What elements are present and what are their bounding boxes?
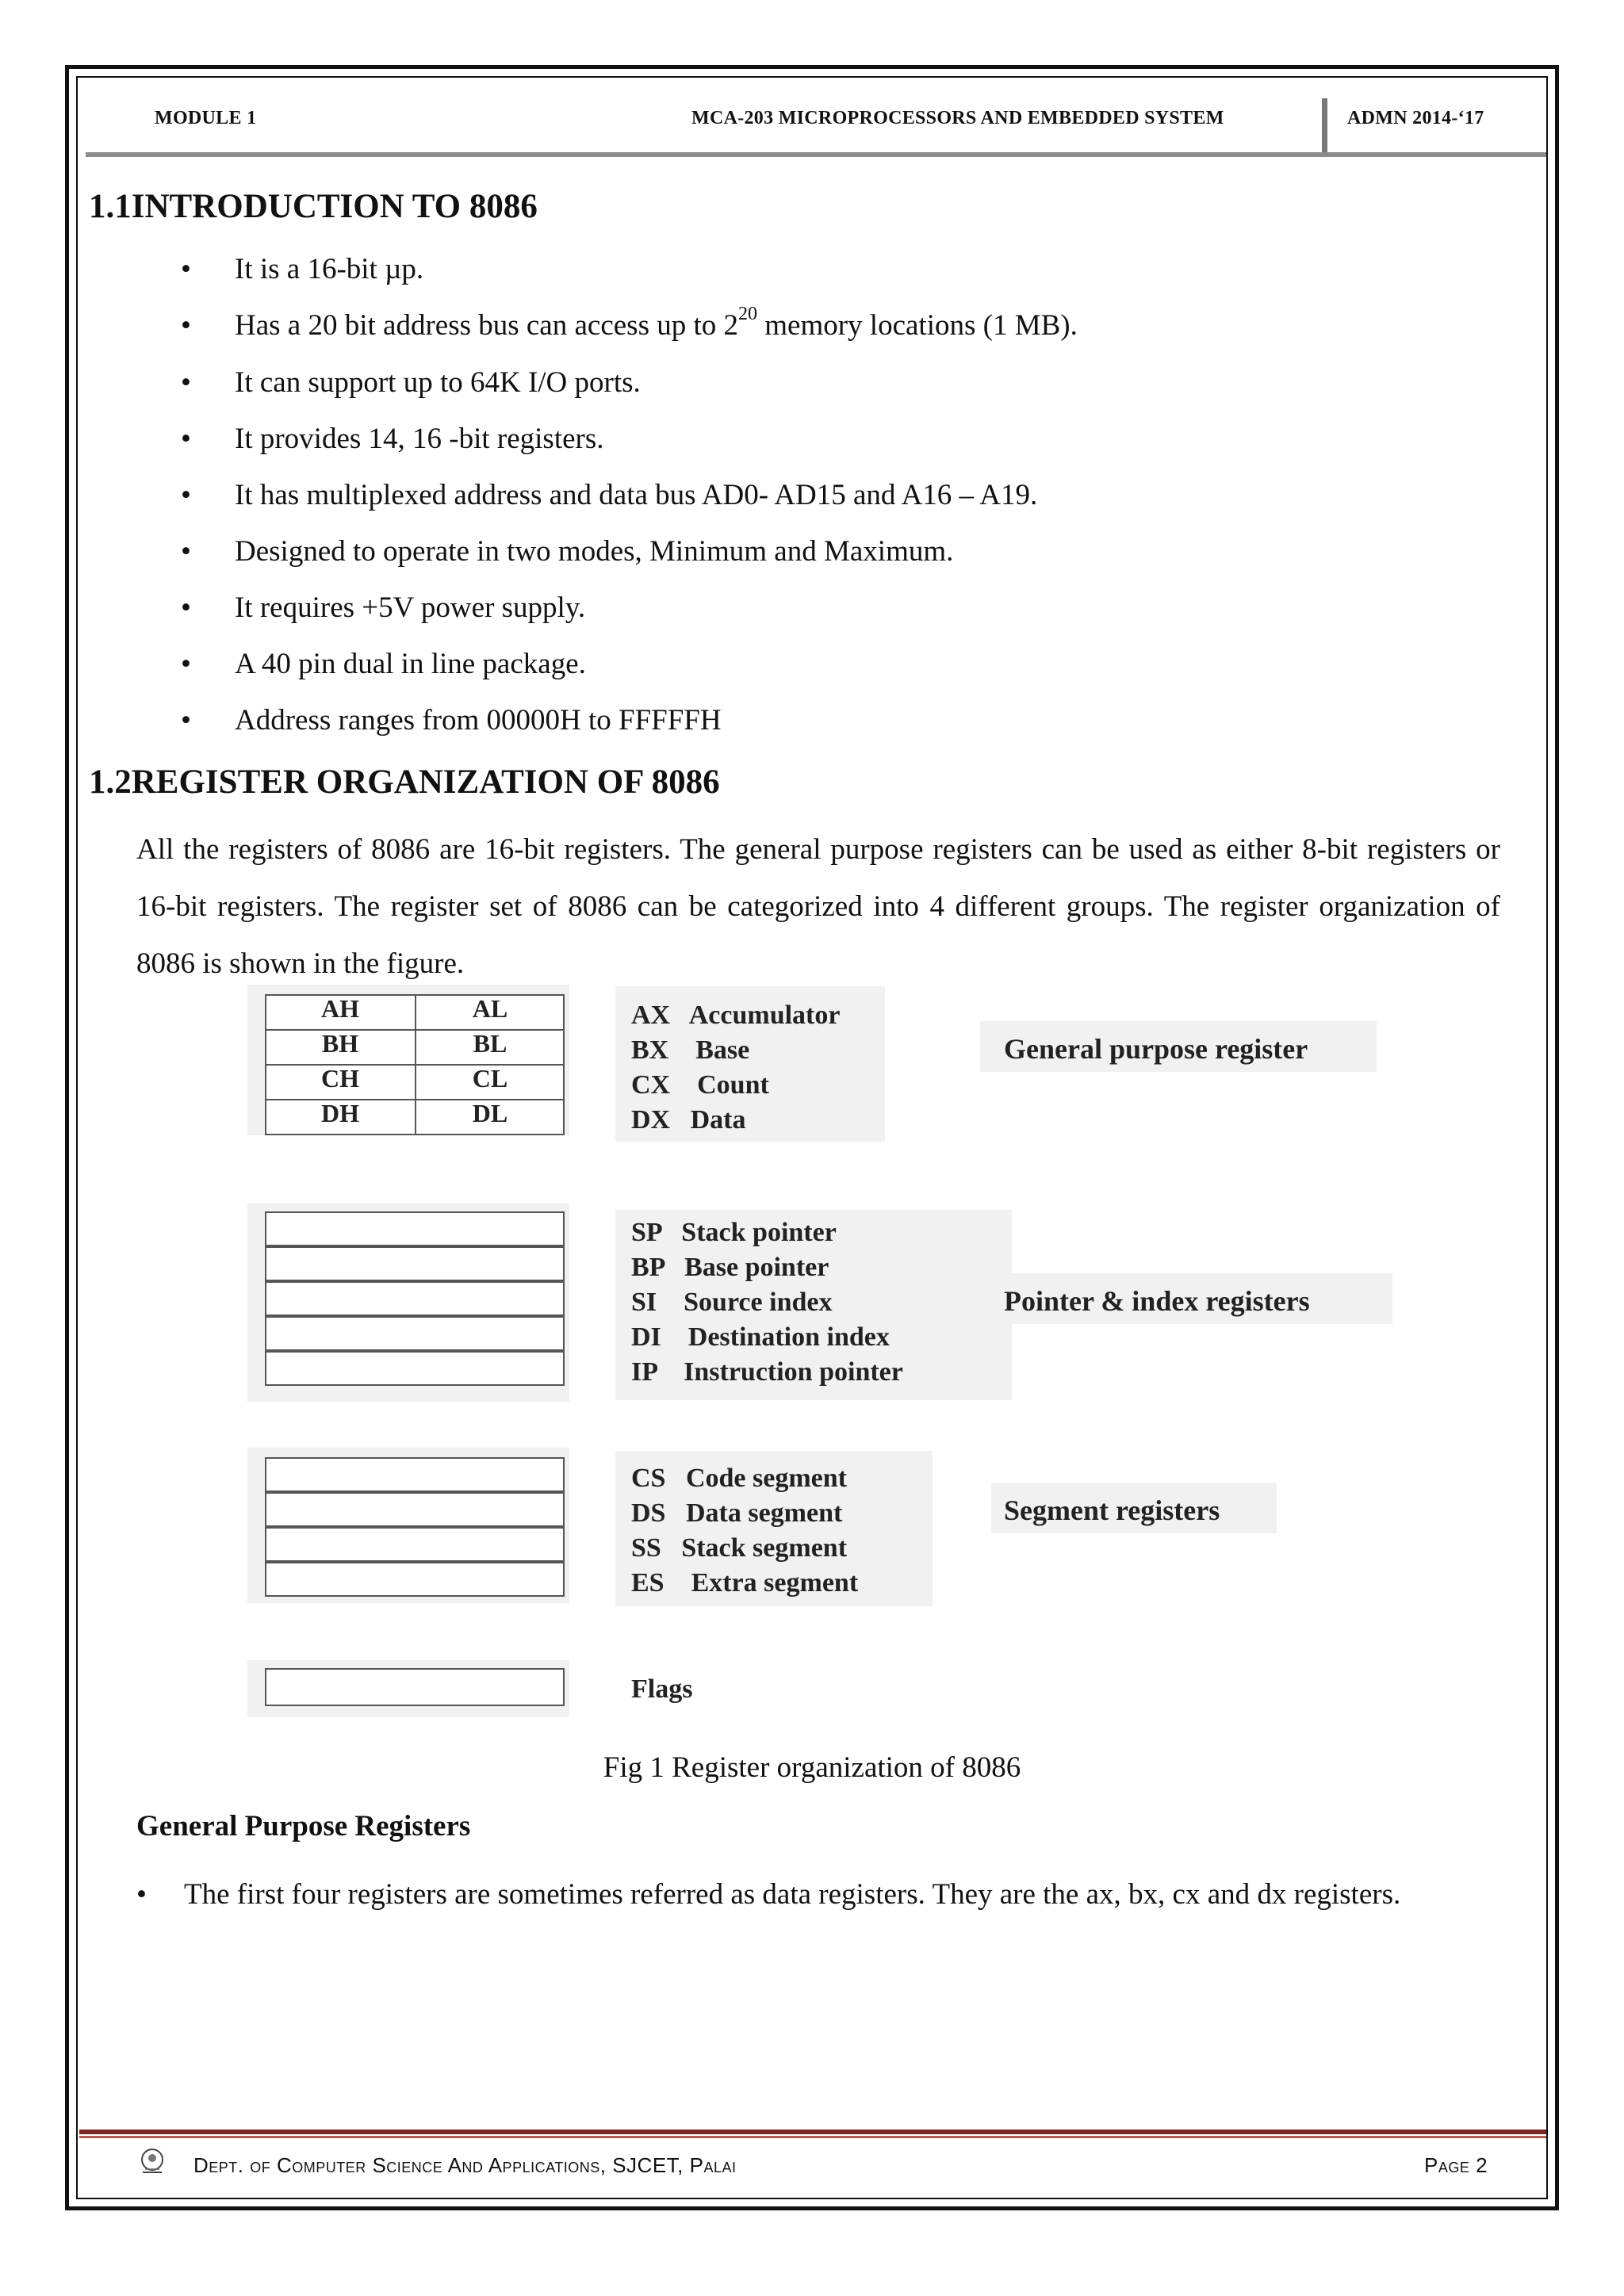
gp-cell-low: BL (473, 1029, 508, 1058)
segment-register-box (265, 1562, 565, 1597)
section-title-intro: 1.1INTRODUCTION TO 8086 (89, 188, 538, 225)
header-rule (86, 152, 1546, 157)
pi-register-name: DI Destination index (631, 1322, 890, 1352)
gp-cell-low: CL (472, 1064, 508, 1093)
pi-register-name: SP Stack pointer (631, 1218, 837, 1247)
pi-group-label: Pointer & index registers (1004, 1285, 1310, 1317)
bullet-dot: • (181, 309, 191, 342)
bullet-text: It requires +5V power supply. (235, 591, 586, 624)
bullet-text (235, 304, 1078, 342)
gp-cell-high: AH (321, 994, 359, 1023)
bullet-dot: • (181, 479, 191, 511)
gp-register-name: CX Count (631, 1070, 769, 1100)
pointer-register-box (265, 1316, 565, 1351)
pi-register-name: BP Base pointer (631, 1253, 829, 1282)
header-divider (1322, 98, 1327, 152)
header-course: MCA-203 MICROPROCESSORS AND EMBEDDED SYSTEM (691, 108, 1224, 128)
segment-register-box (265, 1492, 565, 1527)
bullet-dot: • (181, 648, 191, 680)
bullet-text: Address ranges from 00000H to FFFFFH (235, 704, 722, 737)
gp-register-name: DX Data (631, 1105, 746, 1135)
seg-register-name: CS Code segment (631, 1464, 847, 1493)
segment-register-box (265, 1457, 565, 1492)
bullet-text: A 40 pin dual in line package. (235, 648, 586, 680)
gp-cell-high: BH (321, 1029, 359, 1058)
bullet-dot: • (181, 535, 191, 568)
register-figure (254, 989, 1396, 1735)
bullet-dot: • (181, 366, 191, 399)
flags-register-box (265, 1668, 565, 1706)
register-paragraph: All the registers of 8086 are 16-bit registers. The general purpose registers can be used as either 8-bit registers or 16-bit registers. The register set of 8086 can be categorized into 4 different groups. The register organization of 8086 is shown in the figure. (136, 833, 1500, 980)
gp-cell-low: DL (472, 1099, 508, 1127)
bullet-text-tail: memory locations (1 MB). (757, 309, 1078, 342)
bullet-text: Designed to operate in two modes, Minimum and Maximum. (235, 535, 954, 568)
footer-page-number: Page 2 (1424, 2153, 1488, 2177)
pointer-register-box (265, 1211, 565, 1246)
section-title-register-organization: 1.2REGISTER ORGANIZATION OF 8086 (89, 763, 720, 801)
header-module: MODULE 1 (155, 108, 257, 128)
bullet-dot: • (181, 423, 191, 455)
flags-register-name: Flags (631, 1674, 693, 1704)
bullet-dot: • (181, 704, 191, 737)
bullet-dot: • (181, 253, 191, 285)
gp-group-label: General purpose register (1004, 1033, 1308, 1065)
seg-register-name: DS Data segment (631, 1498, 843, 1528)
footer-rule (79, 2130, 1546, 2134)
bullet-text-main: Has a 20 bit address bus can access up to 2 (235, 309, 738, 342)
pointer-register-box (265, 1246, 565, 1281)
gp-cell-high: CH (321, 1064, 359, 1093)
gp-register-name: BX Base (631, 1035, 750, 1065)
gp-subheading: General Purpose Registers (136, 1810, 471, 1843)
pointer-register-box (265, 1281, 565, 1316)
gp-register-name: AX Accumulator (631, 1001, 841, 1030)
seg-register-name: ES Extra segment (631, 1568, 859, 1598)
gp-cell-low: AL (472, 994, 508, 1023)
bullet-dot: • (136, 1878, 147, 1911)
gp-cell-high: DH (321, 1099, 359, 1127)
pi-register-name: IP Instruction pointer (631, 1357, 903, 1387)
pointer-register-box (265, 1351, 565, 1386)
footer-department: Dept. of Computer Science And Applications, SJCET, Palai (193, 2153, 737, 2177)
superscript: 20 (738, 304, 757, 324)
footer-rule-thin (79, 2136, 1546, 2138)
segment-register-box (265, 1527, 565, 1562)
bullet-text: It has multiplexed address and data bus AD0- AD15 and A16 – A19. (235, 479, 1038, 511)
figure-caption: Fig 1 Register organization of 8086 (603, 1751, 1021, 1784)
header-admn: ADMN 2014-‘17 (1347, 108, 1484, 128)
seg-group-label: Segment registers (1004, 1494, 1220, 1526)
pi-register-name: SI Source index (631, 1288, 833, 1317)
bullet-dot: • (181, 591, 191, 624)
bullet-text: It can support up to 64K I/O ports. (235, 366, 641, 399)
college-logo-icon (136, 2145, 168, 2177)
seg-register-name: SS Stack segment (631, 1533, 848, 1563)
bullet-text: It is a 16-bit µp. (235, 253, 424, 285)
bullet-text: It provides 14, 16 -bit registers. (235, 423, 604, 455)
bullet-text: The first four registers are sometimes referred as data registers. They are the ax, bx, cx and dx registers. (184, 1878, 1401, 1911)
